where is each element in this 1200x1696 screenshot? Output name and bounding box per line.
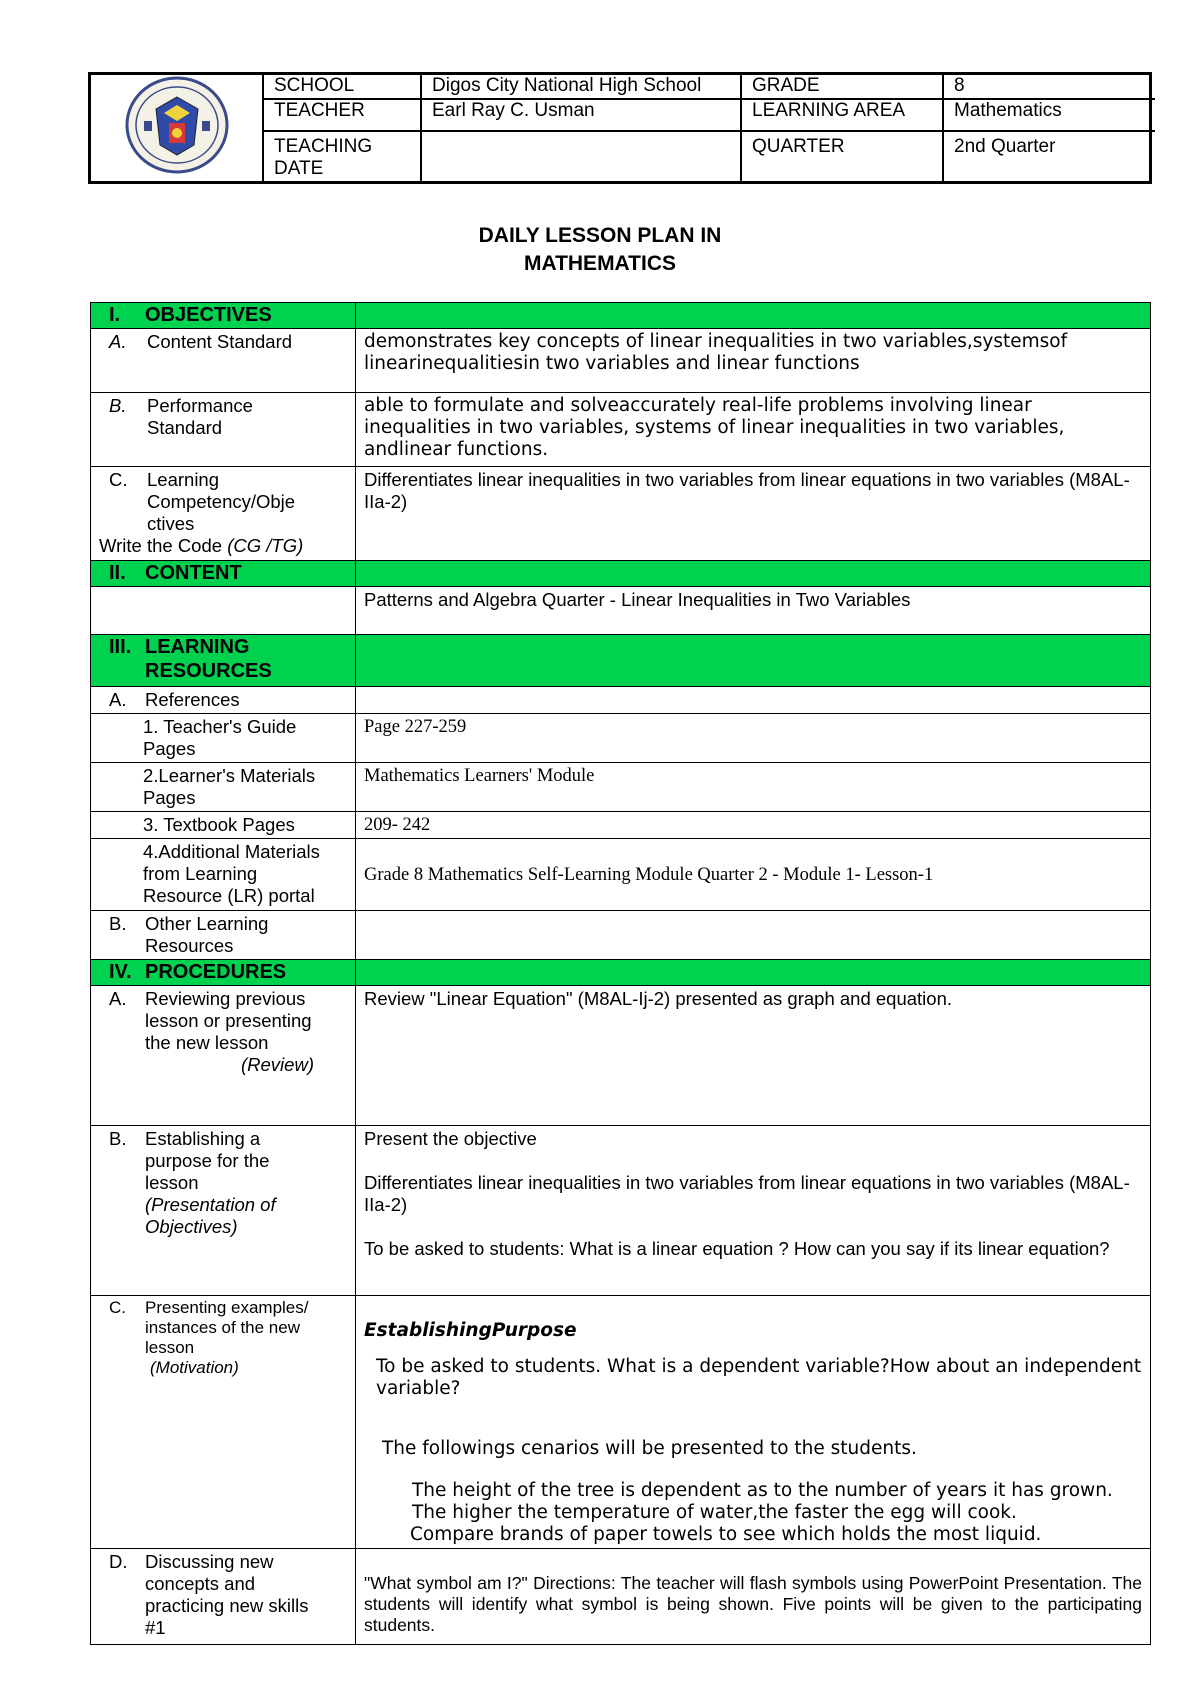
row-label	[145, 1551, 308, 1639]
label-line: Establishing a	[145, 1128, 261, 1149]
school-value: Digos City National High School	[421, 75, 741, 99]
label-line: Resource (LR) portal	[143, 885, 315, 906]
section-title: PROCEDURES	[145, 961, 287, 983]
section-procedures-heading	[91, 960, 356, 986]
label-line: instances of the new	[145, 1318, 300, 1337]
scenario-item: The height of the tree is dependent as to the number of years it has grown.	[412, 1480, 1113, 1501]
label-line: the new lesson	[145, 1032, 269, 1053]
content-standard-value	[356, 329, 1151, 393]
row-label: 3. Textbook Pages	[143, 814, 295, 835]
label-line: Learning	[147, 469, 220, 490]
section-content-heading	[91, 561, 356, 587]
label-line: concepts and	[145, 1573, 256, 1594]
label-line: Objectives)	[145, 1216, 238, 1237]
scenario-item: Compare brands of paper towels to see which holds the most liquid.	[410, 1524, 1042, 1545]
purpose-line: To be asked to students: What is a linear equation ? How can you say if its linear equation?	[364, 1238, 1110, 1259]
row-letter: C.	[109, 469, 128, 490]
row-label: References	[145, 689, 240, 710]
label-line: (Motivation)	[150, 1358, 239, 1377]
label-line: from Learning	[143, 863, 258, 884]
grade-label: GRADE	[741, 75, 943, 99]
note-italic: (CG /TG)	[227, 535, 304, 556]
label-line: (Presentation of	[145, 1194, 276, 1215]
teaching-date-label	[263, 131, 421, 181]
label-line: Pages	[143, 738, 196, 759]
purpose-value	[356, 1126, 1151, 1296]
row-label: Content Standard	[147, 331, 293, 352]
row-letter: A.	[109, 331, 127, 352]
teachers-guide-value: Page 227-259	[356, 714, 1151, 763]
label-line: Discussing new	[145, 1551, 274, 1572]
row-label	[99, 841, 347, 907]
section-num: II.	[109, 562, 126, 584]
label-line: Pages	[143, 787, 196, 808]
discussing-row	[91, 1549, 1151, 1645]
row-label	[145, 913, 268, 957]
learning-area-value: Mathematics	[943, 99, 1155, 131]
label-line: 1. Teacher's Guide	[143, 716, 297, 737]
additional-materials-row	[91, 839, 1151, 911]
section-content	[91, 561, 1151, 587]
textbook-pages-value: 209- 242	[356, 812, 1151, 839]
section-objectives-heading	[91, 303, 356, 329]
section-objectives	[91, 303, 1151, 329]
label-line: lesson	[145, 1338, 195, 1357]
section-title: CONTENT	[145, 562, 242, 584]
review-value: Review "Linear Equation" (M8AL-Ij-2) presented as graph and equation.	[356, 986, 1151, 1126]
references-row	[91, 687, 1151, 714]
section-num: I.	[109, 304, 121, 326]
row-label	[99, 765, 347, 809]
label-line: Resources	[145, 935, 234, 956]
motivation-value	[356, 1296, 1151, 1549]
label-line: lesson	[145, 1172, 199, 1193]
row-label	[145, 1128, 276, 1238]
section-title: OBJECTIVES	[145, 304, 272, 326]
performance-standard-value: able to formulate and solveaccurately real-life problems involving linear inequalities in two variables, systems of linear inequalities in two variables, andlinear functions.	[356, 393, 1151, 467]
quarter-label: QUARTER	[741, 131, 943, 181]
motivation-question: To be asked to students. What is a dependent variable?How about an independent variable?	[376, 1356, 1142, 1399]
grade-value: 8	[943, 75, 1155, 99]
label-line: purpose for the	[145, 1150, 270, 1171]
section-learning-resources	[91, 635, 1151, 687]
value-line: demonstrates key concepts of linear inequalities in two variables,systemsof	[364, 331, 1068, 352]
deped-seal-cell	[91, 75, 263, 181]
competency-row	[91, 467, 1151, 561]
label-line: ctives	[147, 513, 195, 534]
write-code-note	[99, 535, 347, 557]
row-letter: B.	[109, 1128, 127, 1149]
purpose-row	[91, 1126, 1151, 1296]
row-letter: A.	[109, 689, 127, 710]
motivation-heading: EstablishingPurpose	[364, 1320, 577, 1341]
section-procedures	[91, 960, 1151, 986]
label-line: (Review)	[241, 1054, 314, 1075]
lesson-plan-table	[90, 302, 1151, 1645]
teaching-date-label-line2: DATE	[274, 158, 324, 179]
motivation-row	[91, 1296, 1151, 1549]
label-line: Other Learning	[145, 913, 269, 934]
section-num: IV.	[109, 961, 132, 983]
row-letter: C.	[109, 1298, 126, 1317]
learning-area-label: LEARNING AREA	[741, 99, 943, 131]
teachers-guide-row	[91, 714, 1151, 763]
value-line: linearinequalitiesin two variables and linear functions	[364, 353, 860, 374]
label-line: Presenting examples/	[145, 1298, 309, 1317]
content-value: Patterns and Algebra Quarter - Linear Inequalities in Two Variables	[356, 587, 1151, 635]
discussing-text: "What symbol am I?" Directions: The teacher will flash symbols using PowerPoint Presentation. The students will identify what symbol is being shown. Five points will be given to the participating students.	[364, 1573, 1142, 1635]
note-text: Write the Code	[99, 535, 228, 556]
header-info-table	[88, 72, 1152, 184]
motivation-intro: The followings cenarios will be presented to the students.	[382, 1438, 917, 1459]
row-label	[147, 469, 295, 535]
learners-materials-row	[91, 763, 1151, 812]
additional-materials-value: Grade 8 Mathematics Self-Learning Module Quarter 2 - Module 1- Lesson-1	[356, 839, 1151, 911]
row-letter: D.	[109, 1551, 128, 1572]
label-line: 2.Learner's Materials	[143, 765, 316, 786]
row-label	[145, 988, 314, 1076]
other-resources-value	[356, 911, 1151, 960]
document-title-line1: DAILY LESSON PLAN IN	[478, 224, 722, 247]
purpose-line: Differentiates linear inequalities in two variables from linear equations in two variables (M8AL-IIa-2)	[364, 1172, 1130, 1215]
row-letter: B.	[109, 913, 127, 934]
textbook-pages-row	[91, 812, 1151, 839]
label-line: 4.Additional Materials	[143, 841, 320, 862]
row-label	[147, 395, 253, 439]
discussing-value	[356, 1549, 1151, 1645]
row-letter: A.	[109, 988, 127, 1009]
other-resources-row	[91, 911, 1151, 960]
document-title-line2: MATHEMATICS	[523, 252, 677, 275]
title-line: RESOURCES	[145, 660, 272, 682]
row-label	[145, 1298, 308, 1378]
label-line: practicing new skills	[145, 1595, 309, 1616]
purpose-line: Present the objective	[364, 1128, 537, 1149]
teacher-value: Earl Ray C. Usman	[421, 99, 741, 131]
content-row	[91, 587, 1151, 635]
row-label	[99, 716, 347, 760]
scenario-item: The higher the temperature of water,the faster the egg will cook.	[412, 1502, 1017, 1523]
teaching-date-label-line1: TEACHING	[274, 136, 373, 157]
label-line: lesson or presenting	[145, 1010, 312, 1031]
label-line: Performance	[147, 395, 253, 416]
teaching-date-value	[421, 131, 741, 181]
label-line: Standard	[147, 417, 223, 438]
label-line: #1	[145, 1617, 166, 1638]
section-resources-heading	[91, 635, 356, 687]
competency-value: Differentiates linear inequalities in two variables from linear equations in two variables (M8AL-IIa-2)	[356, 467, 1151, 561]
label-line: Reviewing previous	[145, 988, 306, 1009]
title-line: LEARNING	[145, 636, 250, 658]
row-letter: B.	[109, 395, 127, 416]
school-label: SCHOOL	[263, 75, 421, 99]
section-num: III.	[109, 636, 132, 658]
quarter-value: 2nd Quarter	[943, 131, 1155, 181]
deped-seal-logo	[122, 75, 232, 175]
section-title	[145, 635, 272, 683]
label-line: Competency/Obje	[147, 491, 296, 512]
content-standard-row	[91, 329, 1151, 393]
performance-standard-row	[91, 393, 1151, 467]
review-row	[91, 986, 1151, 1126]
learners-materials-value: Mathematics Learners' Module	[356, 763, 1151, 812]
teacher-label: TEACHER	[263, 99, 421, 131]
